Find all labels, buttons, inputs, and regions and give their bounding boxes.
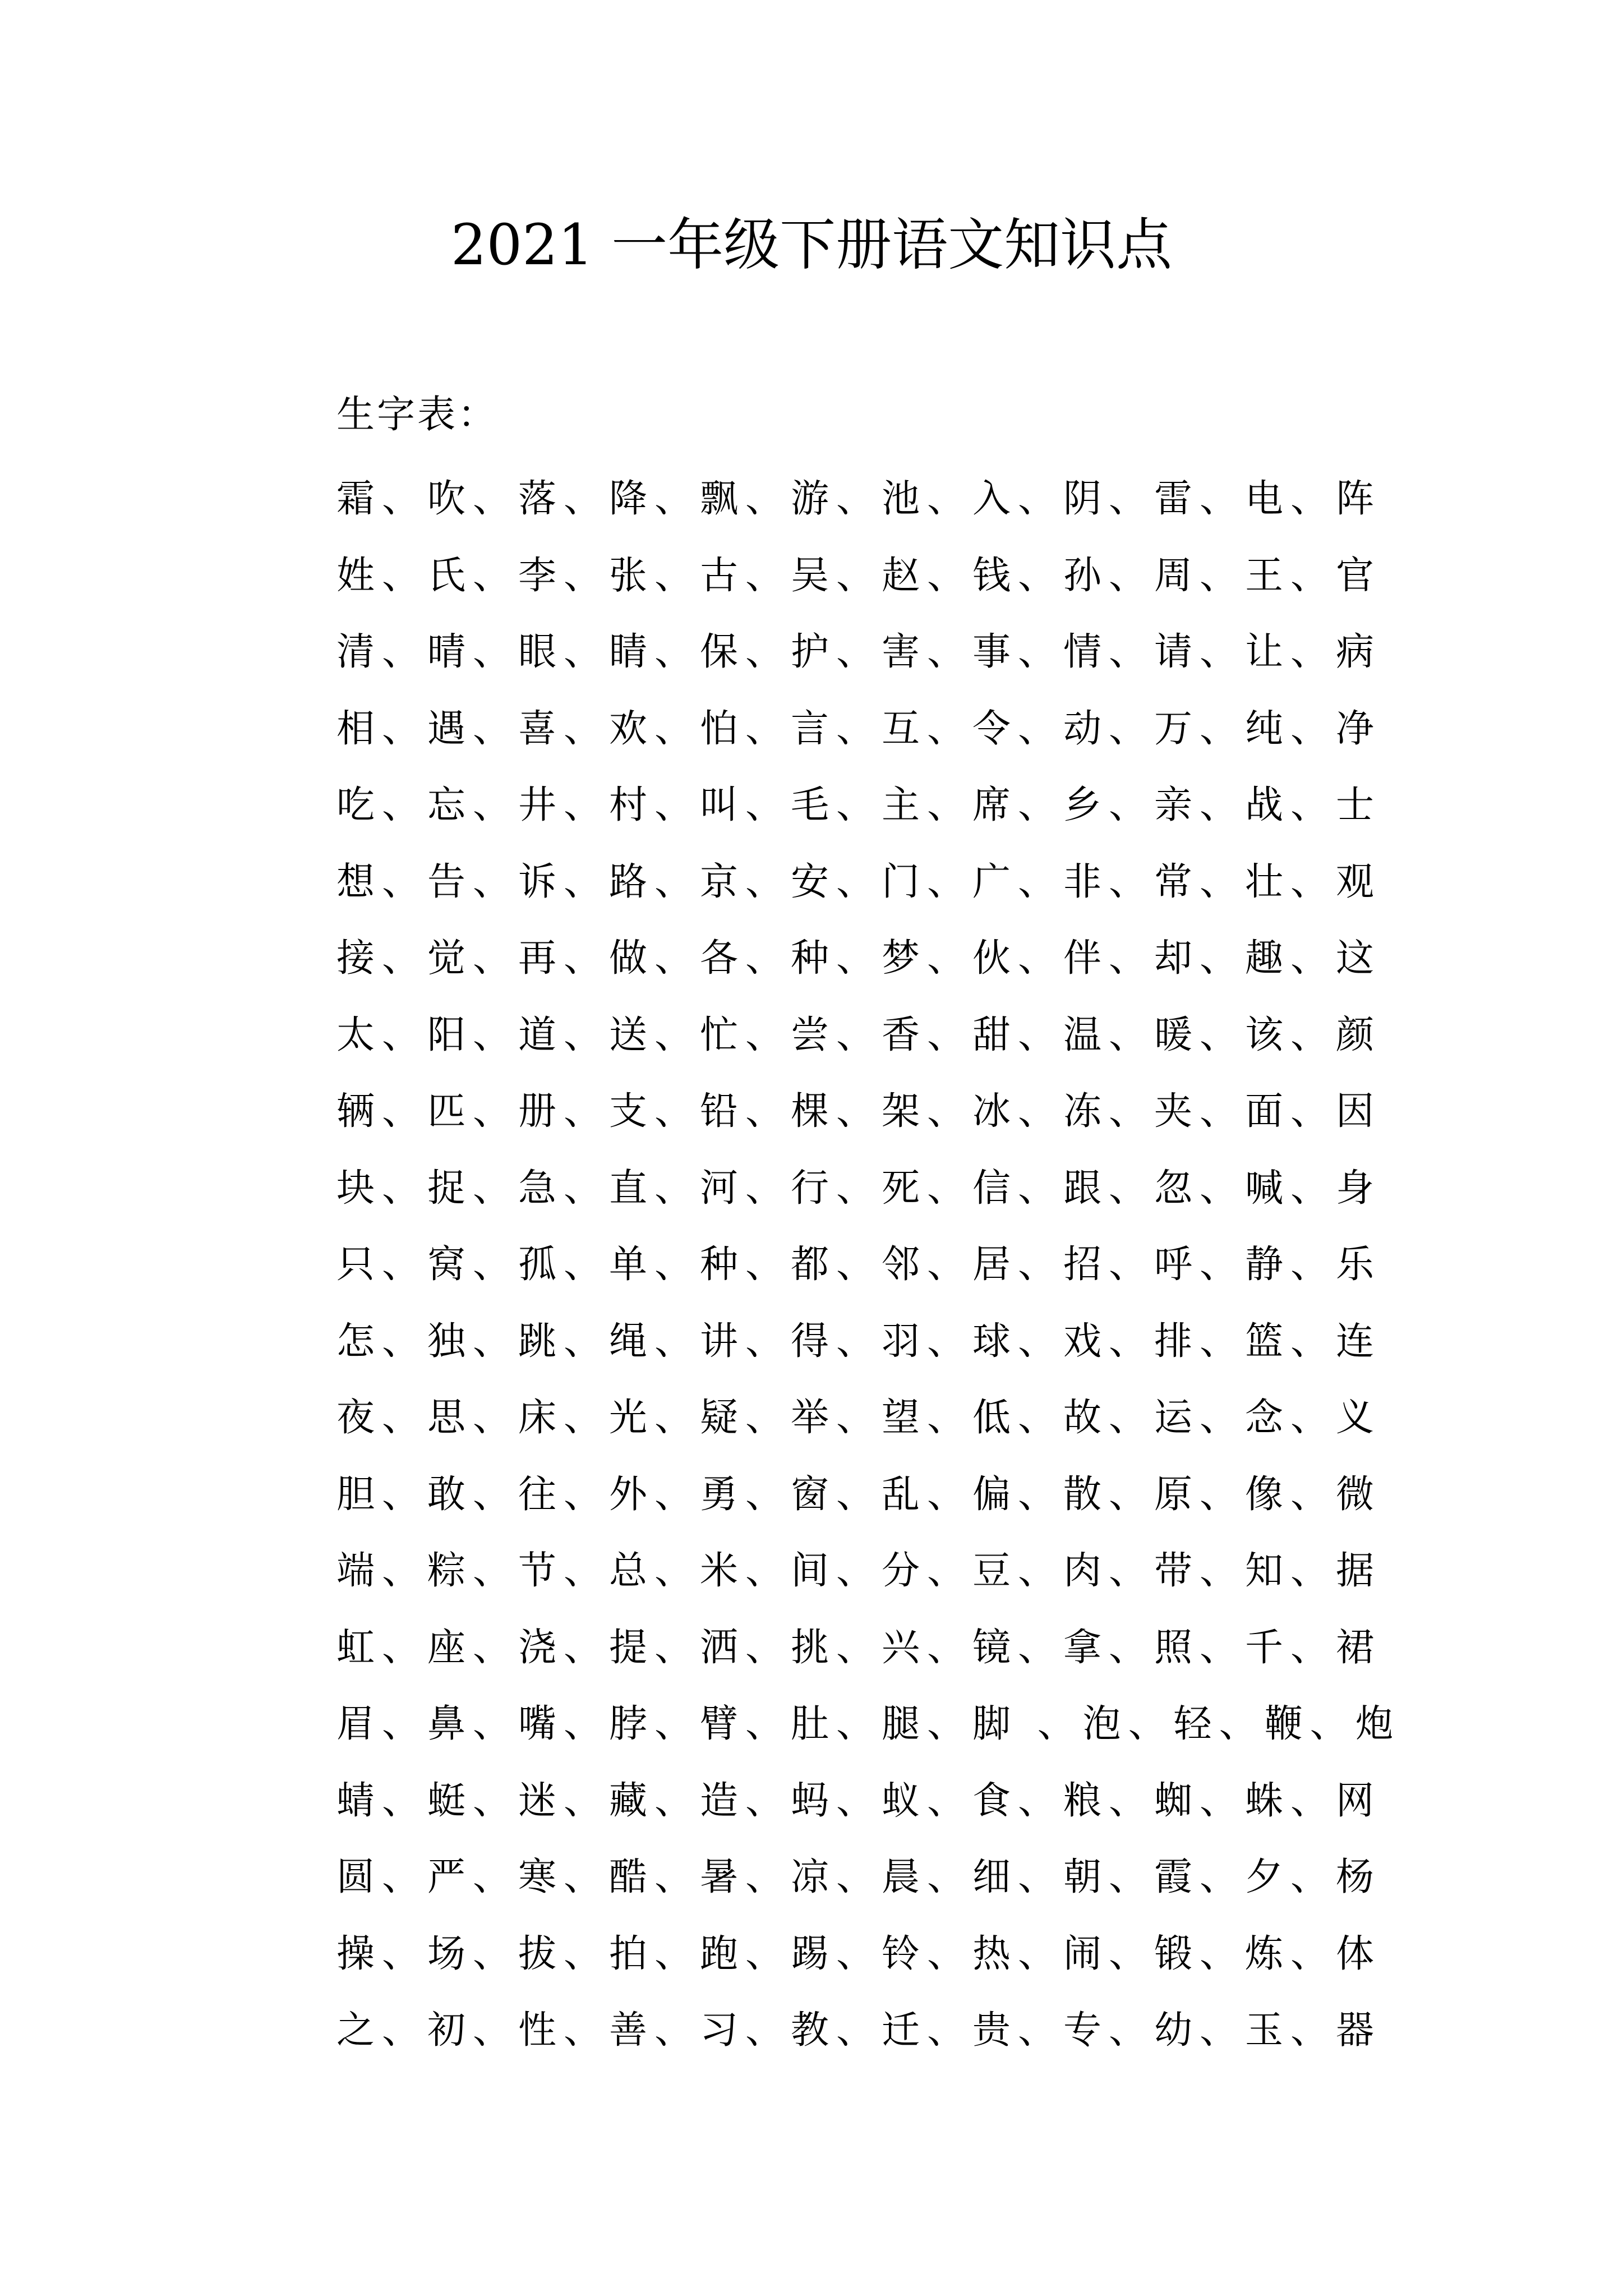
character-row: 吃、忘、井、村、叫、毛、主、席、乡、亲、战、士 bbox=[336, 783, 1382, 827]
character-row: 清、晴、眼、睛、保、护、害、事、情、请、让、病 bbox=[336, 630, 1382, 674]
character-row: 太、阳、道、送、忙、尝、香、甜、温、暖、该、颜 bbox=[336, 1013, 1382, 1057]
section-label: 生字表： bbox=[336, 393, 499, 437]
character-row: 虹、座、浇、提、洒、挑、兴、镜、拿、照、千、裙 bbox=[336, 1625, 1382, 1670]
character-row: 夜、思、床、光、疑、举、望、低、故、运、念、义 bbox=[336, 1396, 1382, 1440]
character-row: 姓、氏、李、张、古、吴、赵、钱、孙、周、王、官 bbox=[336, 553, 1382, 598]
character-row: 操、场、拔、拍、跑、踢、铃、热、闹、锻、炼、体 bbox=[336, 1931, 1382, 1976]
character-row: 接、觉、再、做、各、种、梦、伙、伴、却、趣、这 bbox=[336, 936, 1382, 981]
document-title: 2021 一年级下册语文知识点 bbox=[450, 212, 1173, 278]
character-row: 蜻、蜓、迷、藏、造、蚂、蚁、食、粮、蜘、蛛、网 bbox=[336, 1778, 1382, 1823]
character-row: 霜、吹、落、降、飘、游、池、入、阴、雷、电、阵 bbox=[336, 477, 1382, 521]
character-row: 只、窝、孤、单、种、都、邻、居、招、呼、静、乐 bbox=[336, 1243, 1382, 1287]
character-row: 块、捉、急、直、河、行、死、信、跟、忽、喊、身 bbox=[336, 1166, 1382, 1211]
character-row: 想、告、诉、路、京、安、门、广、非、常、壮、观 bbox=[336, 859, 1382, 904]
character-row: 辆、匹、册、支、铅、棵、架、冰、冻、夹、面、因 bbox=[336, 1089, 1382, 1134]
character-row: 之、初、性、善、习、教、迁、贵、专、幼、玉、器 bbox=[336, 2008, 1382, 2053]
character-row: 眉、鼻、嘴、脖、臂、肚、腿、脚 、泡、轻、鞭、炮 bbox=[336, 1702, 1401, 1746]
character-row: 端、粽、节、总、米、间、分、豆、肉、带、知、据 bbox=[336, 1549, 1382, 1593]
character-list bbox=[336, 461, 1458, 2069]
character-row: 相、遇、喜、欢、怕、言、互、令、动、万、纯、净 bbox=[336, 706, 1382, 751]
character-row: 怎、独、跳、绳、讲、得、羽、球、戏、排、篮、连 bbox=[336, 1319, 1382, 1364]
character-row: 圆、严、寒、酷、暑、凉、晨、细、朝、霞、夕、杨 bbox=[336, 1855, 1382, 1899]
character-row: 胆、敢、往、外、勇、窗、乱、偏、散、原、像、微 bbox=[336, 1472, 1382, 1517]
